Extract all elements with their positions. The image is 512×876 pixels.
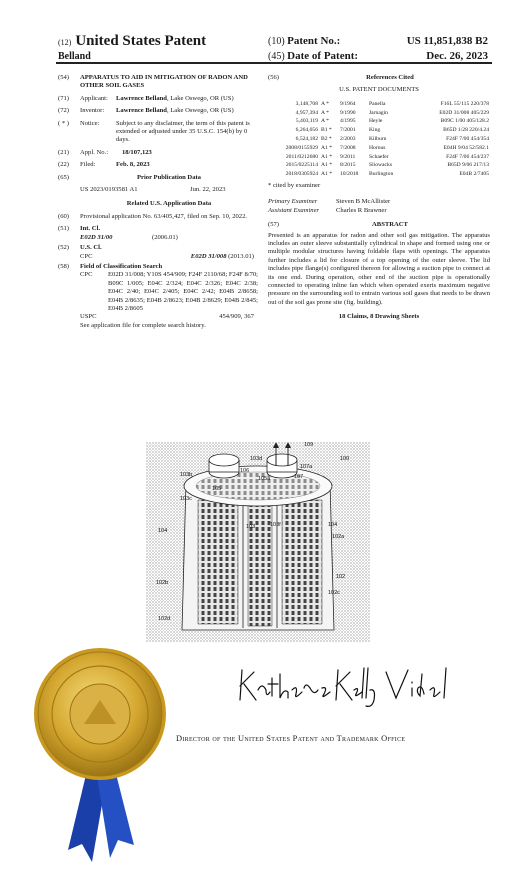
prior-publication-row [58,186,258,194]
assistant-examiner-row [268,207,490,215]
invention-title: APPARATUS TO AID IN MITIGATION OF RADON AND OTHER SOIL GASES [80,74,248,90]
provisional-field [58,213,258,221]
reference-name: Burlington [369,171,394,178]
reference-cls: E02D 31/008 405/229 [439,109,489,116]
application-number-field [58,149,258,157]
reference-kind: B2 * [321,136,332,142]
reference-num: 6,264,056 [295,127,318,134]
inventor-location: , Lake Oswego, OR (US) [166,107,234,115]
patent-header-left [58,32,258,62]
reference-kind: A * [321,109,329,116]
reference-numeral: 103 [246,524,256,530]
director-signature [236,660,476,710]
field-code: (72) [58,107,69,115]
classification-label: Field of Classification Search [80,262,163,270]
references-heading-row [268,74,490,82]
reference-num: 2018/0305924 [285,171,318,178]
reference-numeral: 103c [180,496,192,502]
reference-numeral: 102b [156,580,169,586]
notice-field [58,120,258,145]
reference-numeral: 102d [158,616,171,622]
reference-row [268,101,490,110]
reference-kind: A1 * [321,144,333,151]
pipe-flange-right-top [267,454,297,466]
reference-numeral: 106 [240,468,250,474]
reference-row [268,136,490,145]
reference-numeral: 109 [304,442,314,448]
applicant-field [58,95,258,103]
prior-publication-date: Jun. 22, 2023 [190,186,226,194]
int-cl-field [58,225,258,233]
int-cl-label: Int. Cl. [80,225,100,233]
reference-date: 9/1964 [340,100,356,107]
reference-numeral: 105a [258,476,271,482]
int-cl-code: E02D 31/00 [80,233,113,241]
reference-cls: B09C 1/00 405/128.2 [440,118,489,125]
field-code: (54) [58,74,69,81]
patent-number: US 11,851,838 B2 [406,35,488,47]
patent-date-code: (45) [268,51,285,62]
us-cl-row [58,253,258,261]
reference-date: 7/2008 [340,144,356,151]
application-number: 18/107,123 [122,148,152,156]
patent-header-right [268,34,488,64]
reference-num: 2015/0225114 [285,162,318,169]
uspto-seal [20,640,180,870]
reference-row [268,154,490,163]
reference-numeral: 100 [340,456,350,462]
patent-number-label: Patent No.: [287,35,341,47]
reference-numeral: 102c [328,590,340,596]
references-table [268,101,490,180]
field-code: (56) [268,74,279,81]
reference-date: 10/2018 [340,171,359,178]
abstract-heading: ABSTRACT [372,221,408,229]
reference-row [268,162,490,171]
reference-date: 2/2003 [340,136,356,142]
reference-name: Heyle [369,118,383,125]
reference-date: 8/2015 [340,162,356,169]
reference-cls: F16L 55/115 220/378 [440,100,489,107]
field-label: Filed: [80,161,96,169]
field-code: (65) [58,173,69,181]
primary-examiner-label: Primary Examiner [268,198,318,206]
reference-numeral: 107a [300,464,313,470]
reference-cls: E04B 2/7405 [459,171,489,178]
reference-num: 3,148,708 [295,100,318,107]
field-code: (22) [58,161,69,169]
patent-date: Dec. 26, 2023 [426,50,488,62]
see-application-note: See application file for complete search history. [80,321,206,329]
references-heading: References Cited [366,74,414,81]
sleeve-panel-left [198,500,238,624]
field-code: (57) [268,221,279,229]
field-label: Inventor: [80,107,105,115]
filed-date: Feb. 8, 2023 [116,161,150,169]
field-code: (21) [58,148,69,156]
assistant-examiner-label: Assistant Examiner [268,206,320,214]
prior-publication-heading: Prior Publication Data [137,173,201,181]
seal-rosette [34,648,166,780]
reference-cls: F24F 7/00 454/354 [446,136,489,142]
patent-drawing [146,442,370,642]
filed-field [58,161,258,169]
abstract-text: Presented is an apparatus for radon and other soil gas mitigation. The apparatus includes an outer sleeve substantially cylindrical in shape and formed using one or multiple modular structures having foldable flaps with openings. The apparatus further includes a lid for closure of a top opening of the outer sleeve. The lid includes pipe flange(s) configured thereon for allowing a suction pipe to connect at its one end. During operation, other end of the suction pipe is operationally connected to operating inline fan which when operated exerts maximum negative pressure on the surrounding soil to entrain various soil gases that needs to be drawn out of the soil gas prone site (fig. building). [268,231,490,306]
reference-row [268,171,490,180]
field-code: ( * ) [58,119,69,127]
uspc-value: 454/909, 367 [219,313,254,321]
reference-name: Sliowacks [369,162,392,169]
right-column [268,74,490,322]
uspc-label: USPC [80,313,97,321]
field-label: Notice: [80,119,100,127]
reference-num: 2011/0212680 [285,153,318,160]
reference-num: 6,524,182 [295,136,318,142]
reference-num: 5,403,119 [295,118,318,125]
document-title: United States Patent [75,33,207,49]
related-application-heading: Related U.S. Application Data [126,200,212,208]
doc-kind-code: (12) [58,38,72,47]
reference-name: Jarnagin [369,109,388,116]
inventor-name: Lawrence Belland [116,107,167,115]
field-code: (58) [58,262,69,270]
sleeve-panel-middle [248,504,272,626]
reference-cls: E04H 9/04 52/582.1 [443,144,489,151]
abstract-heading-row [268,221,490,229]
patent-number-code: (10) [268,36,285,47]
pipe-flange-left-top [209,454,239,466]
reference-date: 9/2011 [340,153,356,160]
reference-name: Kilburn [369,136,387,142]
reference-date: 9/1990 [340,109,356,116]
reference-numeral: 105 [212,486,222,492]
inventor-surname: Belland [58,51,91,62]
classification-cpc-row [58,271,258,313]
reference-numeral: 103d [250,456,263,462]
field-code: (71) [58,94,69,102]
reference-kind: A * [321,118,329,125]
reference-num: 4,957,394 [295,109,318,116]
reference-date: 7/2001 [340,127,356,134]
patent-date-label: Date of Patent: [287,50,359,62]
cpc-label: CPC [80,252,93,260]
applicant-name: Lawrence Belland [116,94,167,102]
cpc-value: E02D 31/008 [190,252,227,260]
int-cl-row [58,234,258,242]
reference-numeral: 107 [294,474,304,480]
reference-numeral: 102a [332,534,345,540]
field-code: (52) [58,244,69,252]
classification-cpc-text: E02D 31/008; Y10S 454/909; F24F 2110/68; F24F 8/70; B09C 1/005; E04C 2/324; E04C 2/326; E04C 2/38; E04C 2/40; E04C 2/405; E04C 2/42; E04B 2/8658; E04B 2/8635; E04B 2/8623; E04B 2/8629; E04B 2/845; E04B 2/8605 [108,271,258,312]
primary-examiner-name: Steven B McAllister [336,198,391,206]
classification-field [58,263,258,271]
left-column [58,74,258,330]
reference-numeral: 103b [180,472,193,478]
reference-kind: B1 * [321,127,332,134]
reference-kind: A1 * [321,162,333,169]
field-code: (51) [58,225,69,233]
director-title: Director of the United States Patent and Trademark Office [176,734,406,743]
notice-text: Subject to any disclaimer, the term of this patent is extended or adjusted under 35 U.S.C. 154(b) by 0 days. [116,119,250,144]
reference-kind: A1 * [321,171,333,178]
reference-row [268,110,490,119]
sleeve-panel-right [282,500,322,624]
prior-publication-field [58,174,258,182]
reference-cls: F24F 7/06 454/237 [446,153,489,160]
reference-cls: B65D 9/06 217/13 [447,162,489,169]
classification-cpc-label: CPC [80,271,93,279]
cpc-date: (2013.01) [228,252,254,260]
reference-row [268,118,490,127]
prior-publication-number: US 2023/0193581 A1 [80,186,138,194]
uspc-row [58,313,258,321]
applicant-location: , Lake Oswego, OR (US) [166,94,234,102]
field-code: (60) [58,212,69,220]
reference-numeral: 104 [158,528,168,534]
references-subheading: U.S. PATENT DOCUMENTS [339,86,419,94]
field-label: Appl. No.: [80,148,109,156]
reference-name: Panella [369,100,386,107]
primary-examiner-row [268,198,490,206]
reference-row [268,145,490,154]
reference-name: King [369,127,381,134]
reference-num: 2008/0155929 [285,144,318,151]
provisional-text: Provisional application No. 63/405,427, filed on Sep. 10, 2022. [80,212,248,220]
us-cl-label: U.S. Cl. [80,244,102,252]
reference-numeral: 104 [328,522,338,528]
reference-kind: A1 * [321,153,333,160]
reference-name: Hornus [369,144,386,151]
header-divider [56,62,492,64]
claims-line: 18 Claims, 8 Drawing Sheets [338,313,420,321]
inventor-field [58,107,258,115]
us-cl-field [58,244,258,252]
field-label: Applicant: [80,94,108,102]
reference-date: 4/1995 [340,118,356,125]
assistant-examiner-name: Charles R Brawner [336,206,387,214]
reference-row [268,127,490,136]
patent-number-row [268,34,488,49]
title-field [58,74,258,91]
reference-name: Schaefer [369,153,389,160]
int-cl-date: (2006.01) [152,233,178,241]
reference-numeral: 103f [270,522,281,528]
reference-cls: B65D 1/28 220/4.24 [443,127,489,134]
cited-by-note: * cited by examiner [268,181,321,189]
reference-numeral: 102 [336,574,346,580]
reference-kind: A * [321,100,329,107]
